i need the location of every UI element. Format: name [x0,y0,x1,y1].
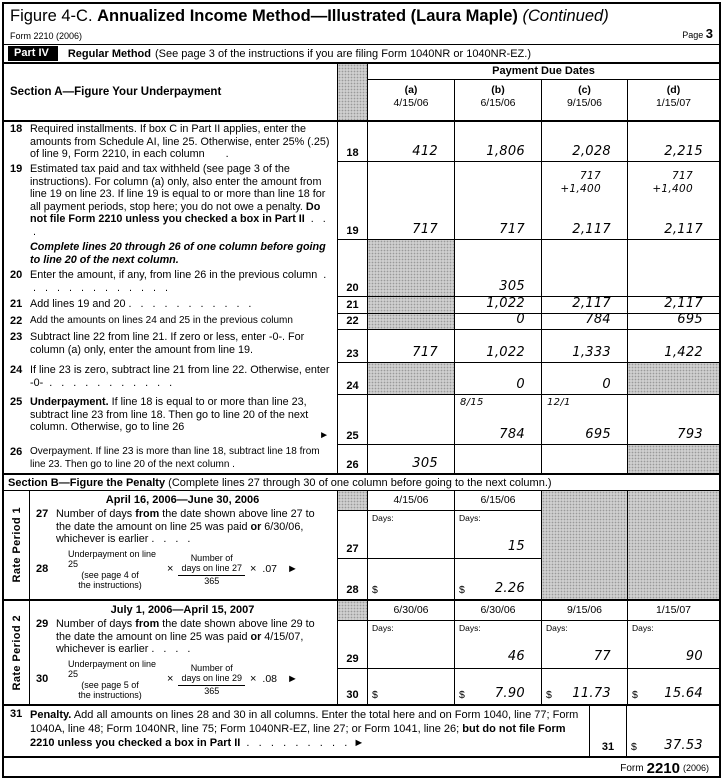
section-b-header: Section B—Figure the Penalty (Complete lines 27 through 30 of one column before going to the next column.) [4,473,719,491]
rate-period-2 [4,601,719,706]
cell-19b: 717 [454,162,541,239]
p1-column-b [454,491,541,599]
cell-30c: $ 11.73 [546,686,611,701]
days-fraction: Number of days on line 27 365 [178,553,245,587]
row-21-values [337,297,719,314]
cell-19c-pencil-note: 717 +1,400 [560,170,601,195]
cell-31-penalty-total: $ 37.53 [631,738,703,753]
days-label: Days: [372,623,394,633]
page-number: Page 3 [682,26,713,41]
p2-number-column [337,601,367,704]
cell-25a [367,395,454,444]
figure-title-text: Annualized Income Method—Illustrated (Laura Maple) [97,7,523,25]
cell-30d: $ 15.64 [632,686,703,701]
cell-21c: 2,117 [541,297,627,313]
cell-26d-shaded [627,445,719,473]
page-title [10,7,713,26]
dollar-sign: $ [631,741,637,753]
p1-date-a: 4/15/06 [368,491,454,511]
cell-22b: 0 [454,314,541,329]
go-to-line-26-arrow-icon: ► [319,430,329,441]
section-a-title: Section A—Figure Your Underpayment [10,86,222,98]
cell-29c: Days: 77 [542,621,627,669]
line-18-desc: 18 Required installments. If box C in Part II applies, enter the amounts from Schedule AI, line 25. Otherwise, enter 25% (.25) of line 9, Form 2210, in each column . [10,123,330,160]
figure-label: Figure 4-C. [10,7,98,25]
p2-date-b: 6/30/06 [455,601,541,621]
column-header-b: (b) 6/15/06 [454,80,541,120]
cell-21d: 2,117 [627,297,719,313]
line-31-desc: 31 Penalty. Add all amounts on lines 28 and 30 in all columns. Enter the total here and on Form 1040, line 77; Form 1040A, line 48; Form 1040NR, line 75; Form 1040NR-EZ, line 27; or Form 1041, line 26; but do not file Form 2210 unless you checked a box in Part II . . . . . . . . . ► [10,708,579,749]
days-label: Days: [459,513,481,523]
cell-18c: 2,028 [541,122,627,161]
cell-28a [368,559,454,599]
line-25-number-cell: 25 [337,395,367,444]
line-28-formula: 28 Underpayment on line 25 (see page 4 of the instructions) × Number of days on line 27 365 × .07 ► [36,548,298,590]
dollar-sign: $ [459,584,465,596]
line-19-desc: 19 Estimated tax paid and tax withheld (see page 3 of the instructions). For column (a) only, also enter the amount from line 19 on line 23. If line 19 is equal to or more than line 18 for all payment periods, stop here; you do not owe a penalty. Do not file Form 2210 unless you checked a box in Part II . . . [10,163,329,238]
line-20-number-cell: 20 [337,240,367,296]
line-29-desc: 29 Number of days from the date shown above line 29 to the date the amount on line 25 was paid or 4/15/07, whichever is earlier . . . . [36,618,315,655]
p1-column-c-shaded [541,491,627,599]
row-18-values [337,122,719,162]
row-20-values [337,240,719,297]
cell-22a-shaded [367,314,454,329]
title-band [4,4,719,44]
cell-20d [627,240,719,296]
cell-24b: 0 [454,363,541,394]
cell-18d: 2,215 [627,122,719,161]
multiply-icon: × [167,563,174,576]
column-header-d: (d) 1/15/07 [627,80,719,120]
cell-23b: 1,022 [454,330,541,362]
row-23-values [337,330,719,363]
cell-22d: 695 [627,314,719,329]
dollar-sign: $ [459,689,465,701]
column-header-c: (c) 9/15/06 [541,80,627,120]
cell-25d: 793 [627,395,719,444]
part-iv-bar [4,44,719,64]
section-a-header [4,64,719,122]
dollar-sign: $ [546,689,552,701]
line-27-desc: 27 Number of days from the date shown above line 27 to the date the amount on line 25 was paid or 6/30/06, whichever is earlier . . . . [36,508,315,545]
rate-period-1-label: Rate Period 1 [4,491,30,599]
line-22-number-cell: 22 [337,314,367,329]
line-28-number-cell: 28 [346,584,359,596]
cell-24d-shaded [627,363,719,394]
dollar-sign: $ [372,584,378,596]
p1-number-column [337,491,367,599]
cell-28b: $ 2.26 [459,581,525,596]
form-page [2,2,721,778]
line-24-number-cell: 24 [337,363,367,394]
line-25-desc: 25 Underpayment. If line 18 is equal to or more than line 23, subtract line 23 from line 18. Then go to line 20 of the next column. Otherwise, go to line 26 ► [10,396,329,441]
rate-period-2-label: Rate Period 2 [4,601,30,704]
line-number-strip-header [337,64,367,120]
p2-date-a: 6/30/06 [368,601,454,621]
note-and-line-20 [4,240,337,297]
part-iv-note: (See page 3 of the instructions if you are filing Form 1040NR or 1040NR-EZ.) [154,47,531,60]
multiply-icon: × [249,563,257,576]
cell-27b: Days: 15 [455,511,541,559]
cell-29d: Days: 90 [628,621,719,669]
rate-period-1 [4,491,719,601]
line-18-number-cell: 18 [337,122,367,161]
cell-21a-shaded [367,297,454,313]
p2-column-b [454,601,541,704]
cell-20b: 305 [454,240,541,296]
cell-21b: 1,022 [454,297,541,313]
line-30-number-cell: 30 [346,689,359,701]
row-24-values [337,363,719,395]
cell-22c: 784 [541,314,627,329]
cell-30a [368,669,454,704]
dollar-sign: $ [372,689,378,701]
cell-20a-shaded [367,240,454,296]
continued-label: (Continued) [522,7,609,25]
arrow-icon: ► [287,673,298,686]
line-23-desc: 23 Subtract line 22 from line 21. If zero or less, enter -0-. For column (a) only, enter the amount from line 19. [10,331,305,356]
row-25-values [337,395,719,445]
cell-18a: 412 [367,122,454,161]
p2-date-c: 9/15/06 [542,601,627,621]
section-b-title: Section B—Figure the Penalty [8,477,166,489]
days-label: Days: [372,513,394,523]
payment-due-dates-header: Payment Due Dates [368,64,719,80]
line-21-desc: 21 Add lines 19 and 20 . . . . . . . . . . . [10,298,252,310]
p2-strip-shaded [338,601,367,621]
p2-date-d: 1/15/07 [628,601,719,621]
line-27-number-cell: 27 [338,511,367,559]
cell-29a [368,621,454,669]
cell-25c: 12/1 695 [541,395,627,444]
p2-column-c [541,601,627,704]
line-30-formula: 30 Underpayment on line 25 (see page 5 of the instructions) × Number of days on line 29 365 × .08 ► [36,658,298,700]
part-iv-chip: Part IV [8,46,58,61]
line-20-desc: 20 Enter the amount, if any, from line 26 in the previous column . . . . . . . . . . . . . [10,269,330,294]
cell-26b [454,445,541,473]
row-26-values [337,445,719,473]
p1-date-b: 6/15/06 [455,491,541,511]
line-19-number-cell: 19 [337,162,367,239]
arrow-icon: ► [287,563,298,576]
cell-23c: 1,333 [541,330,627,362]
multiply-icon: × [167,673,174,686]
section-a-grid [337,122,719,473]
dollar-sign: $ [632,689,638,701]
arrow-icon: ► [353,737,365,749]
cell-26c [541,445,627,473]
cell-25c-date-note: 12/1 [547,397,571,408]
days-fraction: Number of days on line 29 365 [178,663,245,697]
cell-19a: 717 [367,162,454,239]
rate-period-1-descriptions [30,491,337,599]
form-id: Form 2210 (2006) [10,31,83,41]
p1-strip-shaded [338,491,367,511]
line-24-desc: 24 If line 23 is zero, subtract line 21 from line 22. Otherwise, enter -0- . . . . . . . . . . . [10,364,330,389]
line-23-number-cell: 23 [337,330,367,362]
p1-column-a [367,491,454,599]
p2-column-d [627,601,719,704]
line-22-desc: 22 Add the amounts on lines 24 and 25 in the previous column [10,315,293,327]
p1-column-d-shaded [627,491,719,599]
section-a-descriptions [4,122,337,473]
row-22-values [337,314,719,330]
part-iv-title: Regular Method [67,47,151,60]
complete-lines-note: Complete lines 20 through 26 of one column before going to line 20 of the next column. [30,241,326,266]
form-footer: Form 2210 (2006) [620,759,709,777]
cell-25b: 8/15 784 [454,395,541,444]
cell-19d: 717 +1,400 2,117 [627,162,719,239]
line-21-number-cell: 21 [337,297,367,313]
line-31-row [4,706,719,758]
multiply-icon: × [249,673,257,686]
rate-period-2-heading: July 1, 2006—April 15, 2007 [110,604,255,616]
line-29-number-cell: 29 [338,621,367,669]
cell-19d-pencil-note: 717 +1,400 [652,170,693,195]
cell-24c: 0 [541,363,627,394]
cell-25b-date-note: 8/15 [460,397,484,408]
cell-20c [541,240,627,296]
section-a-body [4,122,719,473]
days-label: Days: [459,623,481,633]
rate-period-2-descriptions [30,601,337,704]
column-header-a: (a) 4/15/06 [393,84,429,109]
cell-29b: Days: 46 [455,621,541,669]
line-31-number-cell: 31 [589,706,627,756]
days-label: Days: [546,623,568,633]
p2-column-a [367,601,454,704]
rate-period-1-heading: April 16, 2006—June 30, 2006 [105,494,260,506]
cell-26a: 305 [367,445,454,473]
cell-19c: 717 +1,400 2,117 [541,162,627,239]
line-26-number-cell: 26 [337,445,367,473]
line-26-desc: 26 Overpayment. If line 23 is more than line 18, subtract line 18 from line 23. Then go to line 20 of the next column . [10,446,320,470]
cell-27a [368,511,454,559]
cell-24a-shaded [367,363,454,394]
row-19-values [337,162,719,240]
days-label: Days: [632,623,654,633]
cell-30b: $ 7.90 [459,686,525,701]
cell-23d: 1,422 [627,330,719,362]
cell-18b: 1,806 [454,122,541,161]
cell-23a: 717 [367,330,454,362]
